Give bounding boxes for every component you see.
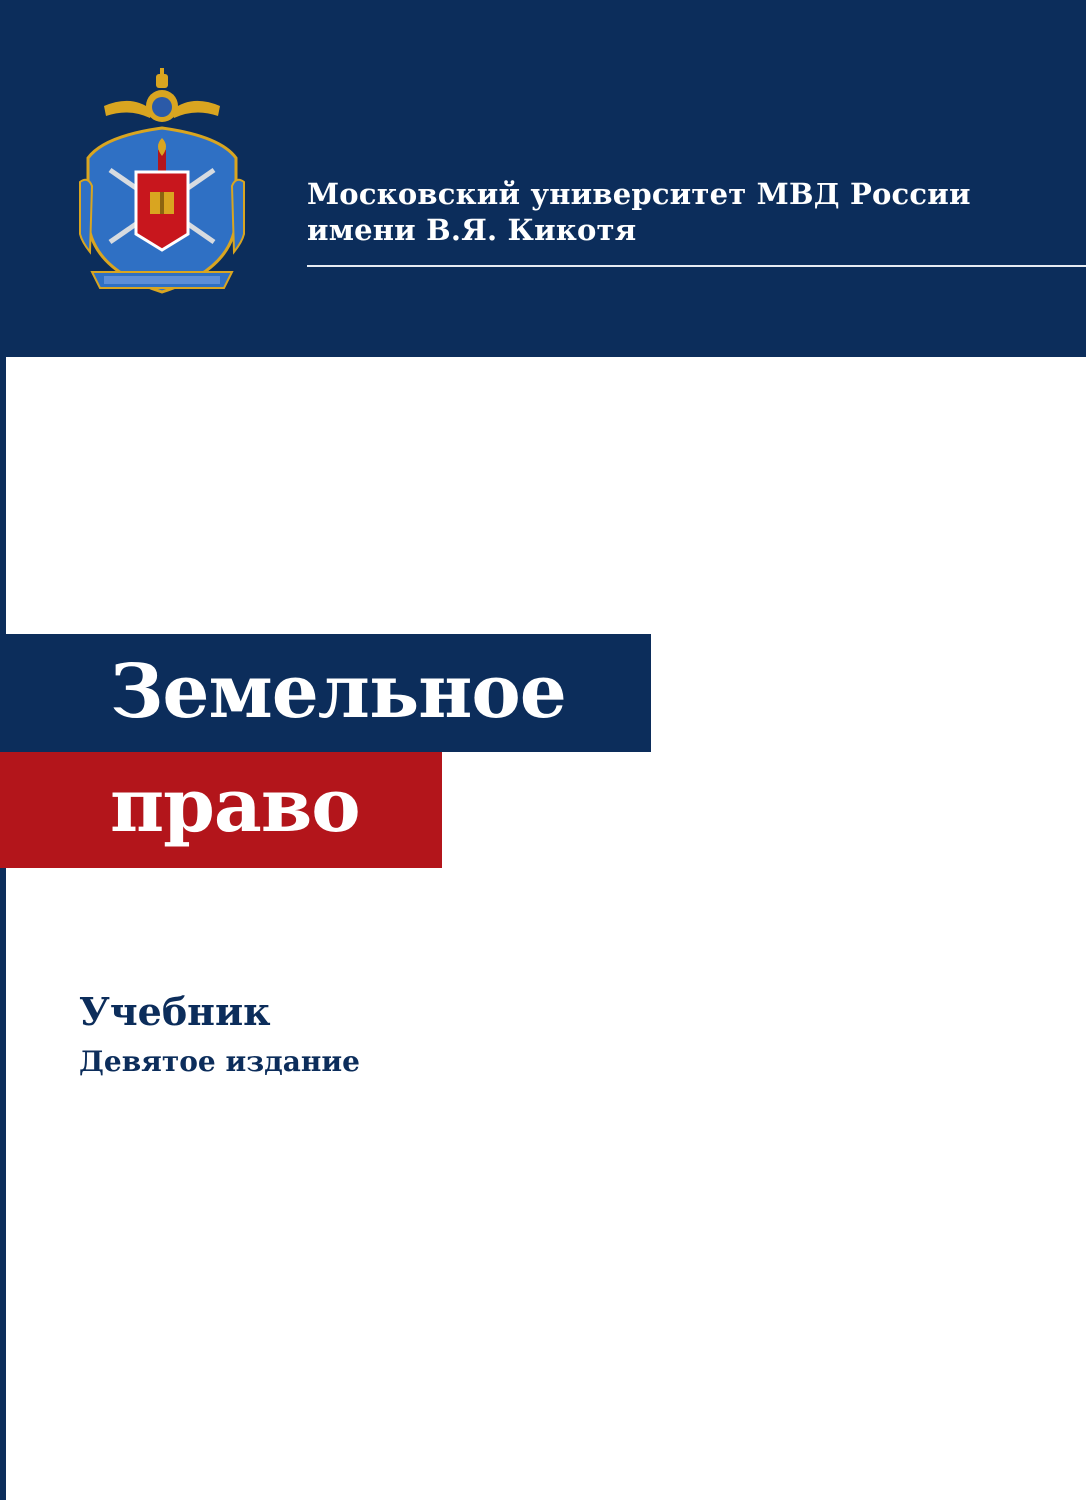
book-title-line-1: Земельное <box>110 649 566 735</box>
header-band <box>0 0 1086 357</box>
mvd-university-coat-of-arms-icon <box>74 66 250 316</box>
edition-label: Девятое издание <box>79 1045 360 1078</box>
institution-name <box>307 176 971 248</box>
book-type: Учебник <box>79 989 271 1034</box>
header-divider <box>307 265 1086 267</box>
book-title-line-2: право <box>110 763 360 849</box>
institution-name-line-2: имени В.Я. Кикотя <box>307 213 637 247</box>
institution-name-line-1: Московский университет МВД России <box>307 177 971 211</box>
